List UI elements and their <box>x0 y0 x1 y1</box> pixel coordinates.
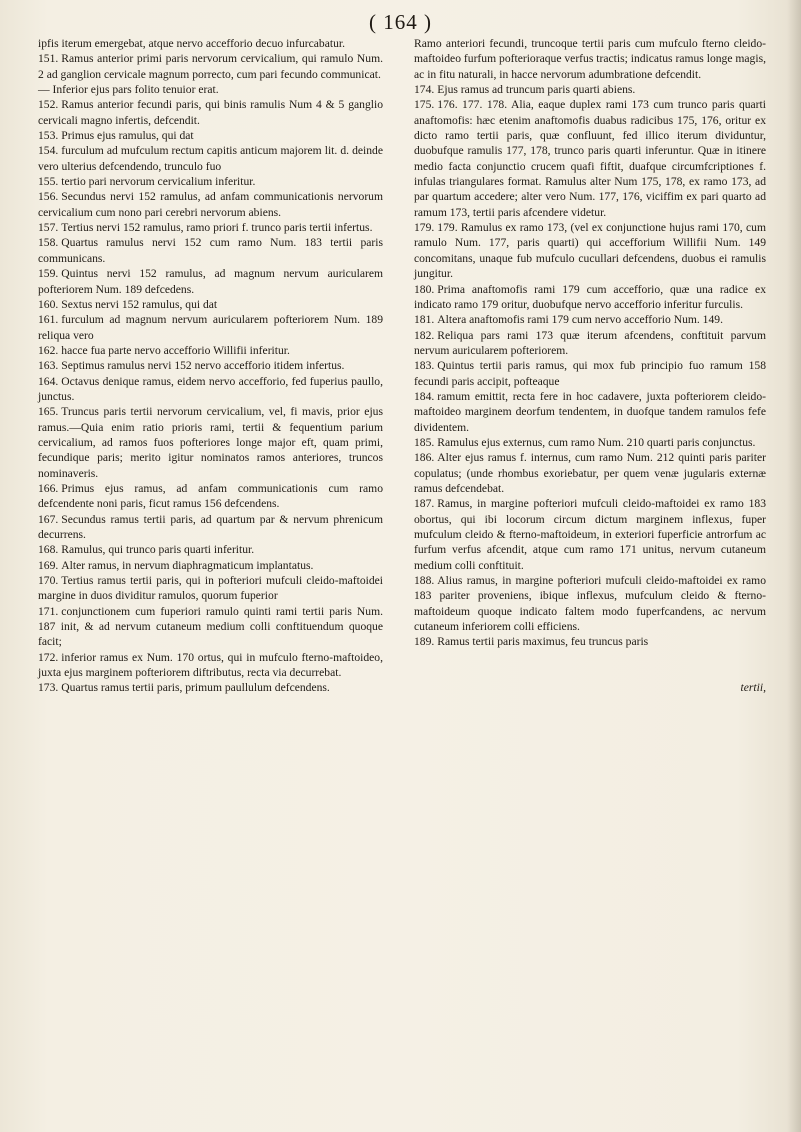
paragraph-number: 186. <box>414 451 435 465</box>
paragraph <box>38 374 383 405</box>
paragraph-text: Quintus tertii paris ramus, qui mox fub principio fuo ramum 158 fecundi paris accipit, pofteaque <box>414 359 766 388</box>
paragraph-text: Altera anaftomofis rami 179 cum nervo accefforio Num. 149. <box>437 313 723 327</box>
paragraph <box>38 404 383 481</box>
catchword: tertii, <box>740 681 766 695</box>
paragraph-number: 154. <box>38 144 59 158</box>
paragraph <box>414 634 766 649</box>
paragraph <box>414 97 766 220</box>
paragraph-number: 185. <box>414 435 435 449</box>
paragraph-text: Primus ejus ramulus, qui dat <box>61 129 194 143</box>
paragraph-text: Ramus tertii paris maximus, feu truncus paris <box>437 635 649 649</box>
paragraph <box>38 358 383 373</box>
paragraph-text: inferior ramus ex Num. 170 ortus, qui in mufculo fterno-maftoideo, juxta ejus marginem pofteriorem diftributus, recta via decurrebat. <box>38 650 383 680</box>
paragraph <box>38 36 383 51</box>
paragraph <box>38 650 383 681</box>
paragraph-number: 188. <box>414 574 435 588</box>
paragraph <box>414 312 766 327</box>
paragraph-text: Secundus nervi 152 ramulus, ad anfam communicationis nervorum cervicalium cum nono pari cerebri nervorum abiens. <box>38 190 383 219</box>
paragraph <box>38 481 383 512</box>
paragraph-number: 158. <box>38 236 59 250</box>
paragraph <box>414 650 766 665</box>
paragraph <box>38 604 383 650</box>
paragraph-number: 166. <box>38 481 59 495</box>
paragraph <box>38 312 383 343</box>
paragraph-number: 181. <box>414 313 435 327</box>
paragraph-number: 175. <box>414 98 435 112</box>
paragraph-number: 179. <box>414 221 435 235</box>
paragraph <box>38 82 383 97</box>
paragraph <box>414 389 766 435</box>
paragraph-text: Sextus nervi 152 ramulus, qui dat <box>61 297 218 311</box>
paragraph-text: Quartus ramus tertii paris, primum paullulum defcendens. <box>61 681 330 695</box>
paragraph-text: Ramus anterior primi paris nervorum cervicalium, qui ramulo Num. 2 ad ganglion cervicale magnum porrecto, cum pari fecundo communicat. <box>38 52 383 81</box>
paragraph-text: Ramulus, qui trunco paris quarti inferitur. <box>61 543 255 557</box>
paragraph-number: 152. <box>38 98 59 112</box>
paragraph-text: 179. Ramulus ex ramo 173, (vel ex conjunctione hujus rami 170, cum ramulo Num. 177, paris quarti) qui accefforium Willifii Num. 149 concomitans, unaque fub mufculo cucullari defcendens, duobus ei ramulis jungitur. <box>414 221 766 281</box>
paragraph-text: tertio pari nervorum cervicalium inferitur. <box>61 175 256 189</box>
paragraph-text: Alter ejus ramus f. internus, cum ramo Num. 212 quinti paris pariter copulatus; (unde rhombus exoriebatur, per quem venæ jugularis externæ ramus defcendebat. <box>414 451 766 495</box>
paragraph-number: 187. <box>414 497 435 511</box>
paragraph <box>414 328 766 359</box>
paragraph-number: 173. <box>38 681 59 695</box>
paragraph-number: 161. <box>38 313 59 327</box>
paragraph <box>414 282 766 313</box>
paragraph-text: Alter ramus, in nervum diaphragmaticum implantatus. <box>61 558 314 572</box>
paragraph-number: 162. <box>38 343 59 357</box>
paragraph-text: Ramo anteriori fecundi, truncoque tertii paris cum mufculo fterno cleido-maftoideo furfum pofterioraque verfus tractis; indicatus ramus longe magis, ac in fitu naturali, in hacce nervorum adumbratione defcendit. <box>414 37 766 81</box>
paragraph-text: conjunctionem cum fuperiori ramulo quinti rami tertii paris Num. 187 init, & ad nervum cutaneum medium colli conftituendum quoque facit; <box>38 604 383 649</box>
paragraph-text: furculum ad mufculum rectum capitis anticum majorem lit. d. deinde vero ulterius defcendendo, trunculo fuo <box>38 144 383 173</box>
paragraph <box>38 51 383 82</box>
paragraph-text: Primus ejus ramus, ad anfam communicationis cum ramo defcendente noni paris, ficut ramus 156 defcendens. <box>38 481 383 511</box>
paragraph <box>38 128 383 143</box>
paragraph <box>38 343 383 358</box>
right-column <box>414 36 766 696</box>
paragraph-text: Ejus ramus ad truncum paris quarti abiens. <box>437 83 636 97</box>
paragraph-text: Tertius ramus tertii paris, qui in pofteriori mufculi cleido-maftoidei margine in duos dividitur ramulos, quorum fuperior <box>38 574 383 603</box>
paragraph-text: Tertius nervi 152 ramulus, ramo priori f. trunco paris tertii infertus. <box>61 221 373 235</box>
paragraph-text: hacce fua parte nervo accefforio Willifii inferitur. <box>61 343 290 357</box>
paragraph-text: Quintus nervi 152 ramulus, ad magnum nervum auricularem pofteriorem Num. 189 defcedens. <box>38 267 383 296</box>
paragraph-text: Septimus ramulus nervi 152 nervo accefforio itidem infertus. <box>61 359 345 373</box>
paragraph-text: Secundus ramus tertii paris, ad quartum par & nervum phrenicum decurrens. <box>38 512 383 541</box>
paragraph <box>38 189 383 220</box>
paragraph-text: 176. 177. 178. Alia, eaque duplex rami 173 cum trunco paris quarti anaftomofis: hæc etenim anaftomofis duabus radicibus 175, 176, oritur ex dicto ramo tertii paris, quæ confluunt, fed illico iterum dividuntur, duobufque ramulis 177, 178, trunco paris quarti inferuntur. Quæ in itinere medio facta conjunctio crucem quafi fiftit, duafque circumfcriptiones f. infulas triangulares format. Ramulus alter Num 175, 178, ex ramo 173, ad par quartum accedere; alter vero Num. 177, 176, viciffim ex pari quarto ad ramum 173, tertii paris afcendere videtur. <box>414 98 766 219</box>
paragraph <box>414 358 766 389</box>
paragraph-text: Ramus, in margine pofteriori mufculi cleido-maftoidei ex ramo 183 obortus, qui ibi locorum circum dictum marginem inflexus, fuper mufculum cleido & fterno-maftoideum, in exteriori fuperficie antrorfum ac furfum verfus afcendit, atque cum ramo 171 unitus, nervum cutaneum medium colli conftituit. <box>414 497 766 572</box>
paragraph-number: 170. <box>38 574 59 588</box>
paragraph-number: 180. <box>414 282 435 296</box>
paragraph-number: 169. <box>38 558 59 572</box>
paragraph-number: 153. <box>38 129 59 143</box>
paragraph <box>38 266 383 297</box>
paragraph-number: 171. <box>38 604 59 618</box>
paragraph <box>38 512 383 543</box>
paragraph-number: 156. <box>38 190 59 204</box>
paragraph <box>414 36 766 82</box>
paragraph-number: 189. <box>414 635 435 649</box>
paragraph-number: 155. <box>38 175 59 189</box>
paragraph-text: Ramus anterior fecundi paris, qui binis ramulis Num 4 & 5 ganglio cervicali magno infertis, defcendit. <box>38 98 383 127</box>
paragraph-text: — Inferior ejus pars folito tenuior erat. <box>38 83 219 97</box>
paragraph-text: Alius ramus, in margine pofteriori mufculi cleido-maftoidei ex ramo 183 pariter proveniens, ibique inflexus, mufculum cleido & fterno-maftoideum quoque indicato faltem modo fuperfcandens, ac nervum cutaneum inferiorem colli efficiens. <box>414 574 766 634</box>
paragraph-number: 165. <box>38 405 59 419</box>
paragraph-text: Octavus denique ramus, eidem nervo accefforio, fed fuperius paullo, junctus. <box>38 374 383 403</box>
paragraph <box>38 97 383 128</box>
paragraph-number: 174. <box>414 83 435 97</box>
paragraph-number: 160. <box>38 297 59 311</box>
paragraph-text: Prima anaftomofis rami 179 cum accefforio, quæ una radice ex indicato ramo 179 oritur, duobufque nervo accefforio inferitur furculis. <box>414 282 766 311</box>
paragraph <box>38 680 383 695</box>
paragraph <box>38 143 383 174</box>
paragraph-text: furculum ad magnum nervum auricularem pofteriorem Num. 189 reliqua vero <box>38 313 383 342</box>
paragraph-number: 167. <box>38 512 59 526</box>
paragraph-number: 164. <box>38 374 59 388</box>
left-column <box>38 36 383 696</box>
paragraph <box>414 665 766 680</box>
paragraph-text: ramum emittit, recta fere in hoc cadavere, juxta pofteriorem cleido-maftoideo marginem deorfum tendentem, in duofque tandem ramulos fefe dividentem. <box>414 389 766 434</box>
paragraph-number: 183. <box>414 359 435 373</box>
paragraph-text: Truncus paris tertii nervorum cervicalium, vel, fi mavis, prior ejus ramus.—Quia enim ratio prioris rami, tertii & fequentium parium cervicalium, ad ramos fuos pofteriores longe major eft, quam primi, fecundique paris; merito igitur nominatos ramos anteriores, truncos nominaveris. <box>38 405 383 480</box>
paragraph-text: Quartus ramulus nervi 152 cum ramo Num. 183 tertii paris communicans. <box>38 236 383 265</box>
paragraph <box>38 558 383 573</box>
paragraph <box>414 450 766 496</box>
page-number: ( 164 ) <box>369 10 432 34</box>
paragraph <box>38 542 383 557</box>
page-edge-shadow <box>787 0 801 1132</box>
paragraph <box>38 297 383 312</box>
paragraph-number: 168. <box>38 543 59 557</box>
paragraph-number: 163. <box>38 359 59 373</box>
paragraph <box>38 573 383 604</box>
paragraph-number: 151. <box>38 52 59 66</box>
paragraph-number: 182. <box>414 328 435 342</box>
paragraph-number: 172. <box>38 650 59 664</box>
paragraph <box>414 435 766 450</box>
paragraph <box>414 220 766 281</box>
paragraph-number: 157. <box>38 221 59 235</box>
paragraph <box>414 573 766 634</box>
paragraph-text: Ramulus ejus externus, cum ramo Num. 210 quarti paris conjunctus. <box>437 435 756 449</box>
paragraph-text: Reliqua pars rami 173 quæ iterum afcendens, conftituit parvum nervum auricularem pofteriorem. <box>414 328 766 357</box>
paragraph <box>414 82 766 97</box>
paragraph <box>414 496 766 573</box>
paragraph-number: 159. <box>38 267 59 281</box>
paragraph-number: 184. <box>414 389 435 403</box>
paragraph <box>38 235 383 266</box>
paragraph-text: ipfis iterum emergebat, atque nervo accefforio decuo infurcabatur. <box>38 37 345 50</box>
paragraph <box>38 174 383 189</box>
paragraph <box>38 220 383 235</box>
